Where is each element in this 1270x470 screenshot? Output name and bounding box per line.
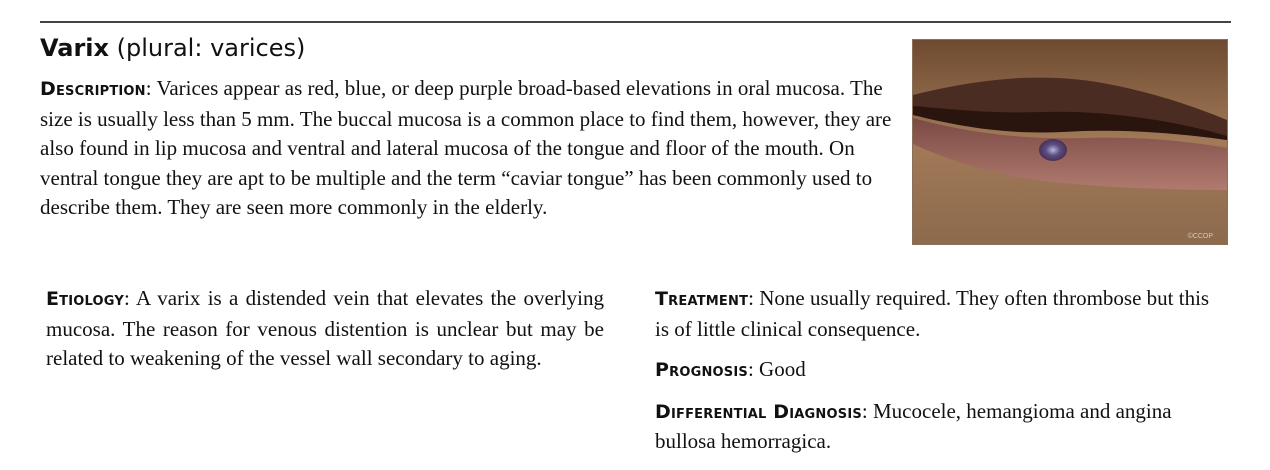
photo-watermark: ©CCOP <box>1187 233 1213 240</box>
differential-label: Differential Diagnosis <box>655 400 862 423</box>
prognosis-text: : Good <box>747 357 806 381</box>
page-title <box>40 33 305 63</box>
title-term: Varix <box>40 34 109 62</box>
description-label: Description <box>40 78 146 100</box>
prognosis-paragraph <box>655 355 1215 386</box>
treatment-label: Treatment <box>655 288 749 310</box>
right-column <box>655 284 1215 468</box>
lip-varix-image <box>913 40 1227 244</box>
treatment-paragraph <box>655 284 1215 344</box>
treatment-text: : None usually required. They often thrombose but this is of little clinical consequence. <box>655 286 1210 341</box>
top-rule <box>40 21 1231 23</box>
etiology-label: Etiology <box>46 288 125 310</box>
clinical-photo <box>912 39 1228 245</box>
differential-text: : Mucocele, hemangioma and angina bullosa hemorragica. <box>655 398 1172 453</box>
etiology-paragraph <box>46 284 604 374</box>
description-paragraph <box>40 74 905 223</box>
etiology-text: : A varix is a distended vein that elevates the overlying mucosa. The reason for venous distention is unclear but may be related to weakening of the vessel wall secondary to aging. <box>46 286 604 370</box>
prognosis-label: Prognosis <box>655 359 748 381</box>
description-text: : Varices appear as red, blue, or deep purple broad-based elevations in oral mucosa. The size is usually less than 5 mm. The buccal mucosa is a common place to find them, however, they are also found in lip mucosa and ventral and lateral mucosa of the tongue and floor of the mouth. On ventral tongue they are apt to be multiple and the term “caviar tongue” has been commonly used to describe them. They are seen more commonly in the elderly. <box>40 76 892 219</box>
title-plural: (plural: varices) <box>109 34 306 62</box>
differential-paragraph <box>655 397 1215 457</box>
varix-lesion <box>1039 139 1067 161</box>
